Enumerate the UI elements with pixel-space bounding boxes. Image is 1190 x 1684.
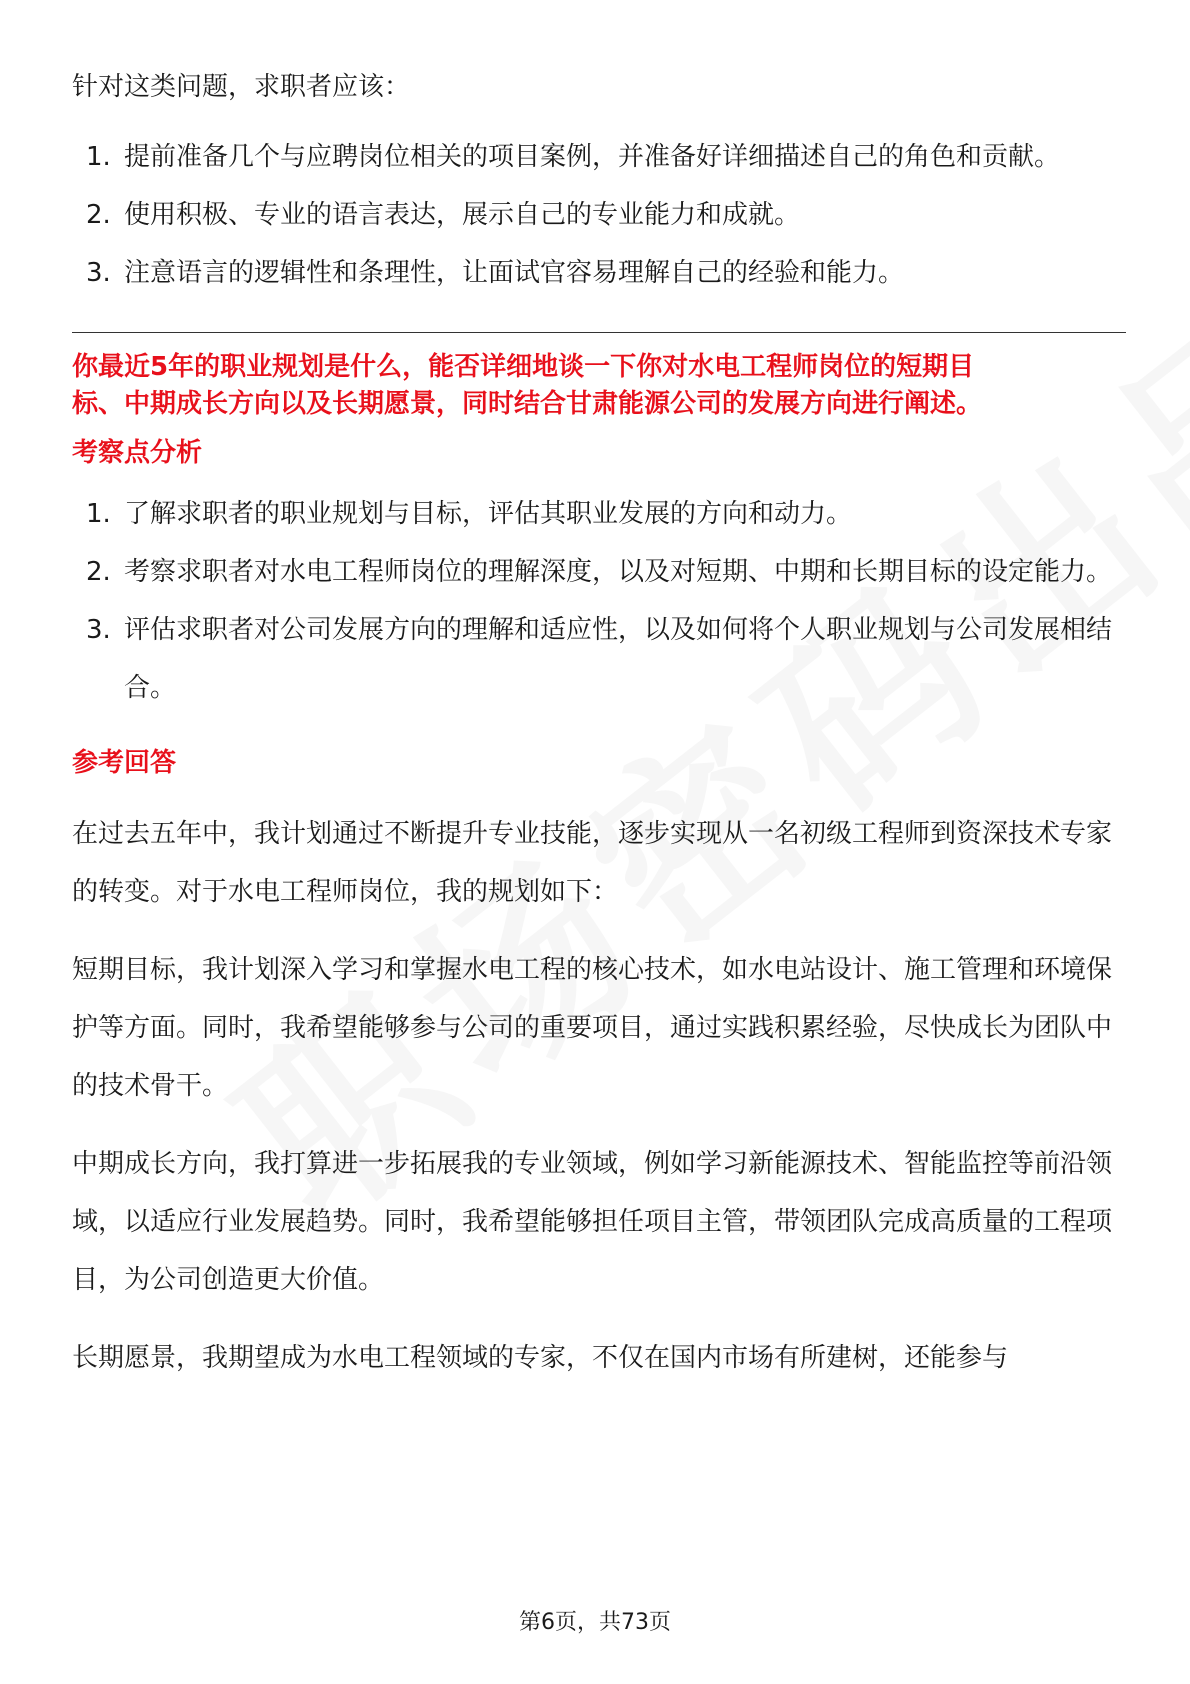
analysis-list: [72, 485, 1126, 717]
answer-paragraph: 在过去五年中，我计划通过不断提升专业技能，逐步实现从一名初级工程师到资深技术专家的转变。对于水电工程师岗位，我的规划如下：: [72, 819, 1113, 907]
page-content: [72, 58, 1126, 1387]
answer-paragraph: 中期成长方向，我打算进一步拓展我的专业领域，例如学习新能源技术、智能监控等前沿领域，以适应行业发展趋势。同时，我希望能够担任项目主管，带领团队完成高质量的工程项目，为公司创造更大价值。: [72, 1149, 1113, 1295]
list-item: [72, 601, 1126, 717]
question-line-2: 标、中期成长方向以及长期愿景，同时结合甘肃能源公司的发展方向进行阐述。: [72, 389, 983, 419]
list-item: [72, 244, 1126, 302]
section-divider: [72, 332, 1126, 333]
list-item-text: 了解求职者的职业规划与目标，评估其职业发展的方向和动力。: [124, 499, 853, 529]
page-number: 第6页，共73页: [519, 1610, 671, 1635]
list-item: [72, 128, 1126, 186]
list-item: [72, 543, 1126, 601]
list-number: 2.: [86, 200, 111, 230]
list-item-text: 评估求职者对公司发展方向的理解和适应性，以及如何将个人职业规划与公司发展相结合。: [124, 615, 1113, 703]
list-item-text: 考察求职者对水电工程师岗位的理解深度，以及对短期、中期和长期目标的设定能力。: [124, 557, 1113, 587]
list-item: [72, 186, 1126, 244]
answer-title: 参考回答: [72, 748, 177, 778]
list-number: 3.: [86, 615, 111, 645]
answer-paragraph: 长期愿景，我期望成为水电工程领域的专家，不仅在国内市场有所建树，还能参与: [72, 1343, 1009, 1373]
list-item-text: 注意语言的逻辑性和条理性，让面试官容易理解自己的经验和能力。: [124, 258, 905, 288]
intro-list: [72, 128, 1126, 302]
question-line-1: 你最近5年的职业规划是什么，能否详细地谈一下你对水电工程师岗位的短期目: [72, 352, 975, 382]
intro-text: 针对这类问题，求职者应该：: [72, 72, 411, 102]
list-item: [72, 485, 1126, 543]
list-number: 3.: [86, 258, 111, 288]
list-item-text: 提前准备几个与应聘岗位相关的项目案例，并准备好详细描述自己的角色和贡献。: [124, 142, 1061, 172]
list-number: 1.: [86, 499, 111, 529]
question-block: [72, 349, 1126, 423]
analysis-title: 考察点分析: [72, 438, 203, 468]
answer-paragraph: 短期目标，我计划深入学习和掌握水电工程的核心技术，如水电站设计、施工管理和环境保护等方面。同时，我希望能够参与公司的重要项目，通过实践积累经验，尽快成长为团队中的技术骨干。: [72, 955, 1113, 1101]
list-item-text: 使用积极、专业的语言表达，展示自己的专业能力和成就。: [124, 200, 801, 230]
list-number: 2.: [86, 557, 111, 587]
list-number: 1.: [86, 142, 111, 172]
